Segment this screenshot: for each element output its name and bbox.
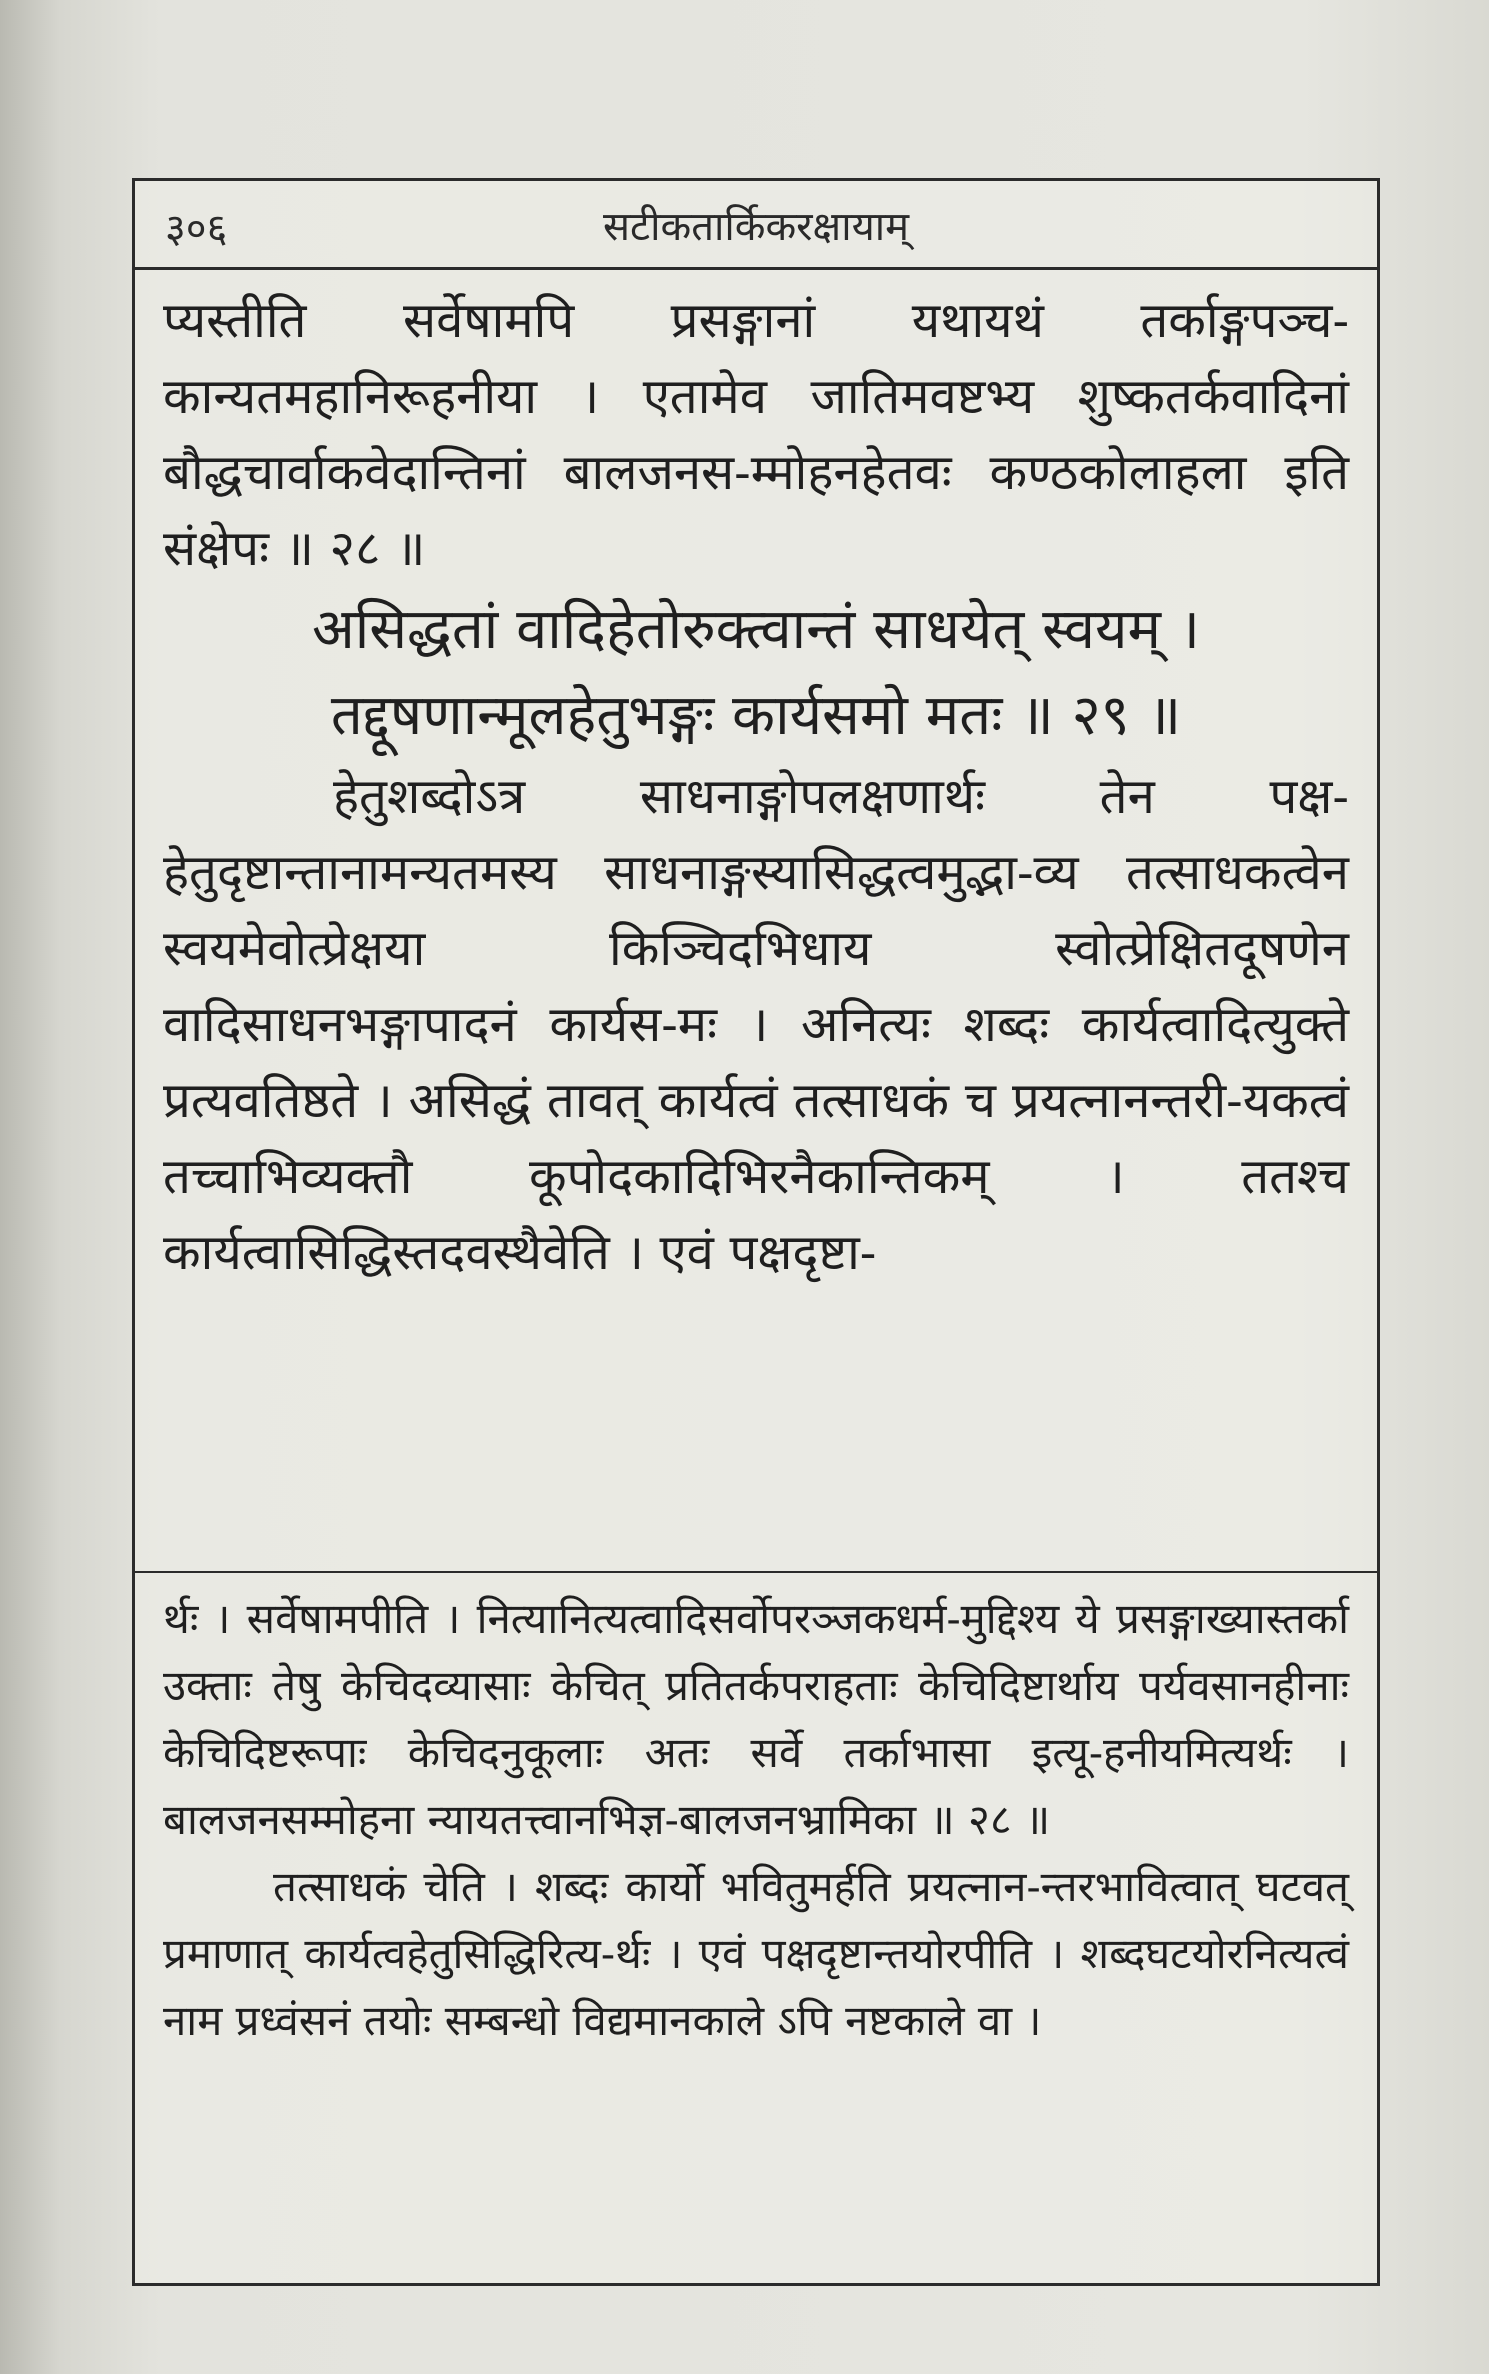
verse-line-2: तद्दूषणान्मूलहेतुभङ्गः कार्यसमो मतः ॥ २९ ॥ xyxy=(330,683,1182,748)
commentary-paragraph-1: र्थः । सर्वेषामपीति । नित्यानित्यत्वादिसर्वोपरञ्जकधर्म-मुद्दिश्य ये प्रसङ्गाख्यास्तर्का उक्ताः तेषु केचिदव्यासाः केचित् प्रतितर्कपराहताः केचिदिष्टार्थाय पर्यवसानहीनाः केचिदिष्टरूपाः केचिदनुकूलाः अतः सर्वे तर्काभासा इत्यू-हनीयमित्यर्थः । बालजनसम्मोहना न्यायतत्त्वानभिज्ञ-बालजनभ्रामिका ॥ २८ ॥ xyxy=(163,1594,1349,1844)
header-rule xyxy=(135,267,1377,270)
running-head xyxy=(135,181,1377,267)
commentary-text xyxy=(163,1585,1349,2054)
main-paragraph-2: हेतुशब्दोऽत्र साधनाङ्गोपलक्षणार्थः तेन पक्ष-हेतुदृष्टान्तानामन्यतमस्य साधनाङ्गस्यासिद्धत्वमुद्भा-व्य तत्साधकत्वेन स्वयमेवोत्प्रेक्षया किञ्चिदभिधाय स्वोत्प्रेक्षितदूषणेन वादिसाधनभङ्गापादनं कार्यस-मः । अनित्यः शब्दः कार्यत्वादित्युक्ते प्रत्यवतिष्ठते । असिद्धं तावत् कार्यत्वं तत्साधकं च प्रयत्नानन्तरी-यकत्वं तच्चाभिव्यक्तौ कूपोदकादिभिरनैकान्तिकम् । ततश्च कार्यत्वासिद्धिस्तदवस्थैवेति । एवं पक्षदृष्टा- xyxy=(163,768,1349,1281)
running-title: सटीकतार्किकरक्षायाम् xyxy=(602,204,910,250)
commentary-rule xyxy=(135,1571,1377,1573)
commentary-paragraph-2: तत्साधकं चेति । शब्दः कार्यो भवितुमर्हति प्रयत्नान-न्तरभावित्वात् घटवत् प्रमाणात् कार्यत्वहेतुसिद्धिरित्य-र्थः । एवं पक्षदृष्टान्तयोरपीति । शब्दघटयोरनित्यत्वं नाम प्रध्वंसनं तयोः सम्बन्धो विद्यमानकाले ऽपि नष्टकाले वा । xyxy=(163,1862,1349,2045)
main-paragraph-1: प्यस्तीति सर्वेषामपि प्रसङ्गानां यथायथं तर्काङ्गपञ्च-कान्यतमहानिरूहनीया । एतामेव जातिमवष्टभ्य शुष्कतर्कवादिनां बौद्धचार्वाकवेदान्तिनां बालजनस-म्मोहनहेतवः कण्ठकोलाहला इति संक्षेपः ॥ २८ ॥ xyxy=(163,292,1349,577)
main-text xyxy=(163,283,1349,1291)
page-number: ३०६ xyxy=(165,206,228,252)
page-frame xyxy=(132,178,1380,2286)
verse-line-1: असिद्धतां वादिहेतोरुक्त्वान्तं साधयेत् स्वयम् । xyxy=(311,597,1201,662)
